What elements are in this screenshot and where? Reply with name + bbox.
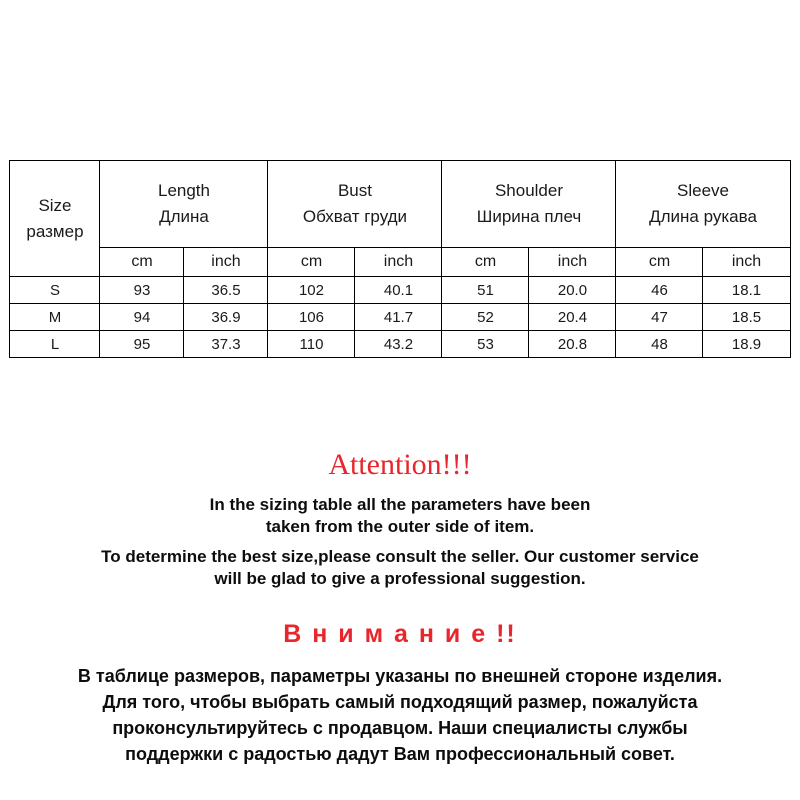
attention-ru-line-3: проконсультируйтесь с продавцом. Наши специалисты службы [112, 718, 688, 738]
column-header-length [100, 161, 268, 248]
column-header-shoulder [442, 161, 616, 248]
table-header-row [10, 161, 790, 248]
measurement-cell: 18.1 [703, 277, 790, 304]
size-cell: M [10, 304, 100, 331]
measurement-cell: 20.4 [529, 304, 616, 331]
unit-cell-inch: inch [355, 248, 442, 277]
column-header-shoulder-ru: Ширина плеч [476, 207, 582, 226]
attention-ru-line-4: поддержки с радостью дадут Вам профессиональный совет. [125, 744, 675, 764]
measurement-cell: 40.1 [355, 277, 442, 304]
measurement-cell: 53 [442, 331, 529, 358]
column-header-length-ru: Длина [159, 207, 209, 226]
unit-cell-cm: cm [100, 248, 184, 277]
attention-en-line-4: will be glad to give a professional suggestion. [214, 569, 586, 588]
measurement-cell: 106 [268, 304, 355, 331]
unit-cell-cm: cm [616, 248, 703, 277]
attention-en-paragraph-2 [0, 546, 800, 590]
measurement-cell: 47 [616, 304, 703, 331]
unit-cell-inch: inch [703, 248, 790, 277]
column-header-sleeve [616, 161, 790, 248]
size-cell: L [10, 331, 100, 358]
column-header-sleeve-en: Sleeve [677, 181, 729, 200]
measurement-cell: 93 [100, 277, 184, 304]
column-header-sleeve-ru: Длина рукава [649, 207, 757, 226]
attention-ru-line-1: В таблице размеров, параметры указаны по внешней стороне изделия. [77, 666, 723, 686]
size-cell: S [10, 277, 100, 304]
unit-cell-inch: inch [529, 248, 616, 277]
attention-ru-line-2: Для того, чтобы выбрать самый подходящий размер, пожалуйста [102, 692, 698, 712]
size-header-en: Size [38, 195, 72, 215]
measurement-cell: 37.3 [184, 331, 268, 358]
measurement-cell: 102 [268, 277, 355, 304]
column-header-bust-ru: Обхват груди [302, 207, 408, 226]
attention-text-ru [0, 663, 800, 767]
column-header-bust-en: Bust [337, 181, 372, 200]
measurement-cell: 41.7 [355, 304, 442, 331]
measurement-cell: 48 [616, 331, 703, 358]
column-header-length-en: Length [157, 181, 210, 200]
table-row-l [10, 331, 790, 358]
measurement-cell: 36.9 [184, 304, 268, 331]
size-header-ru: размер [26, 221, 84, 241]
attention-title-en: Attention!!! [328, 448, 472, 481]
measurement-cell: 18.9 [703, 331, 790, 358]
measurement-cell: 51 [442, 277, 529, 304]
table-row-m [10, 304, 790, 331]
unit-cell-cm: cm [268, 248, 355, 277]
unit-row [10, 248, 790, 277]
measurement-cell: 110 [268, 331, 355, 358]
column-header-bust [268, 161, 442, 248]
attention-section [0, 448, 800, 767]
unit-cell-cm: cm [442, 248, 529, 277]
size-header-cell [10, 161, 100, 277]
column-header-shoulder-en: Shoulder [494, 181, 564, 200]
attention-title-ru: В н и м а н и е !! [283, 620, 517, 648]
size-table [9, 160, 790, 358]
attention-en-line-3: To determine the best size,please consult the seller. Our customer service [101, 547, 699, 566]
measurement-cell: 43.2 [355, 331, 442, 358]
measurement-cell: 18.5 [703, 304, 790, 331]
measurement-cell: 36.5 [184, 277, 268, 304]
measurement-cell: 94 [100, 304, 184, 331]
table-row-s [10, 277, 790, 304]
unit-cell-inch: inch [184, 248, 268, 277]
measurement-cell: 52 [442, 304, 529, 331]
measurement-cell: 20.0 [529, 277, 616, 304]
measurement-cell: 20.8 [529, 331, 616, 358]
attention-en-paragraph-1 [0, 494, 800, 538]
attention-en-line-2: taken from the outer side of item. [265, 517, 535, 536]
measurement-cell: 46 [616, 277, 703, 304]
measurement-cell: 95 [100, 331, 184, 358]
attention-text-en [0, 494, 800, 590]
attention-en-line-1: In the sizing table all the parameters have been [209, 495, 591, 514]
